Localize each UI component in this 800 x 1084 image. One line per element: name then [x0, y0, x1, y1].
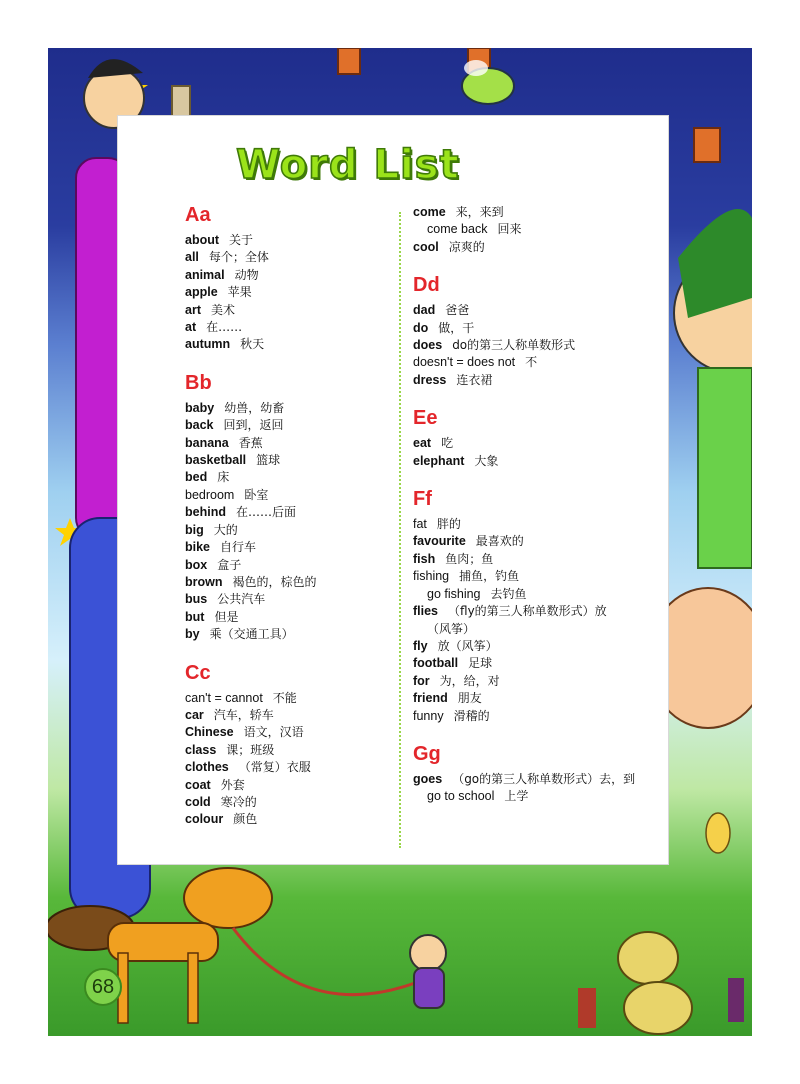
meaning: 床 [217, 470, 230, 485]
meaning: 寒冷的 [220, 794, 257, 809]
meaning: 语文，汉语 [243, 725, 304, 740]
word-entry [413, 533, 673, 550]
meaning: （go的第三人称单数形式）去，到 [452, 771, 636, 786]
meaning: 足球 [468, 656, 493, 671]
section-letter: Bb [185, 371, 212, 394]
meaning: 秋天 [240, 337, 265, 352]
word: apple [185, 285, 218, 300]
section-d [413, 275, 673, 389]
word: for [413, 673, 430, 688]
meaning: 篮球 [256, 453, 281, 468]
word: flies [413, 604, 439, 619]
meaning: 大的 [213, 522, 238, 537]
word: about [185, 233, 220, 247]
word: doesn't = does not [413, 355, 516, 370]
word-entry [185, 777, 395, 794]
word: all [185, 250, 199, 265]
meaning: 课；班级 [226, 742, 275, 757]
meaning: 幼兽，幼畜 [224, 400, 285, 415]
word-entry [185, 724, 395, 741]
word: elephant [413, 453, 465, 468]
word-entry [413, 551, 673, 568]
word: behind [185, 505, 226, 520]
section-c-continued [413, 204, 673, 256]
word-entry [413, 690, 673, 707]
meaning: 凉爽的 [448, 239, 485, 254]
meaning: 去钓鱼 [490, 586, 527, 601]
meaning: 连衣裙 [456, 372, 493, 387]
meaning: do的第三人称单数形式 [452, 338, 576, 353]
meaning: 汽车，轿车 [213, 707, 274, 722]
word: at [185, 320, 197, 335]
word: come back [427, 222, 488, 237]
section-a [185, 205, 395, 354]
word: dad [413, 303, 436, 318]
word-entry [185, 742, 395, 759]
word-entry [413, 708, 673, 725]
section-c [185, 663, 395, 829]
word-entry [185, 400, 395, 417]
word: animal [185, 267, 225, 282]
word: coat [185, 777, 211, 792]
meaning: 做，干 [438, 320, 475, 335]
word-entry [413, 239, 673, 256]
word: friend [413, 691, 448, 706]
word: banana [185, 435, 229, 450]
word-entry [413, 638, 673, 655]
meaning: （风筝） [427, 621, 476, 636]
word-entry [413, 673, 673, 690]
word: but [185, 609, 205, 624]
word: bike [185, 540, 211, 555]
word: fly [413, 638, 428, 653]
word-entry [413, 337, 673, 354]
word-entry [413, 621, 673, 638]
word: goes [413, 771, 443, 786]
word: eat [413, 436, 432, 451]
word: box [185, 557, 208, 572]
word: back [185, 418, 214, 433]
word-entry [413, 320, 673, 337]
word-entry [185, 435, 395, 452]
word-entry [185, 690, 395, 707]
word: colour [185, 812, 224, 827]
meaning: 动物 [234, 267, 259, 282]
word: go fishing [427, 586, 481, 601]
page-number: 68 [84, 968, 122, 1006]
word: do [413, 320, 429, 335]
section-e [413, 408, 673, 470]
meaning: 鱼肉；鱼 [445, 551, 494, 566]
meaning: 滑稽的 [453, 708, 490, 723]
word: by [185, 627, 200, 642]
word-entry [413, 435, 673, 452]
word: big [185, 522, 204, 537]
word: bus [185, 592, 208, 607]
meaning: （常复）衣服 [238, 760, 311, 775]
word: fish [413, 551, 436, 566]
meaning: 胖的 [436, 517, 461, 532]
word: art [185, 302, 201, 317]
section-letter: Aa [185, 204, 211, 226]
left-column [185, 205, 395, 829]
word-entry [185, 249, 395, 266]
section-g [413, 744, 673, 806]
word-entry [185, 267, 395, 284]
word: come [413, 205, 446, 219]
meaning: 公共汽车 [217, 592, 266, 607]
word-entry [185, 811, 395, 828]
meaning: 褐色的，棕色的 [232, 574, 317, 589]
word-entry [185, 452, 395, 469]
meaning: 每个；全体 [208, 250, 269, 265]
meaning: 为，给，对 [439, 673, 500, 688]
right-column [413, 204, 673, 806]
word: fishing [413, 569, 450, 584]
page-title: Word List [236, 142, 460, 188]
meaning: 外套 [220, 777, 245, 792]
word: cold [185, 794, 211, 809]
word: funny [413, 708, 444, 723]
section-letter: Ff [413, 488, 432, 511]
word: fat [413, 517, 427, 532]
word-entry [413, 516, 673, 533]
word-entry [185, 707, 395, 724]
column-divider [399, 212, 401, 848]
meaning: 卧室 [244, 487, 269, 502]
word-entry [413, 372, 673, 389]
meaning: 颜色 [233, 812, 258, 827]
word-entry [185, 794, 395, 811]
section-letter: Gg [413, 742, 441, 765]
word: autumn [185, 337, 231, 352]
meaning: 在……后面 [235, 505, 296, 520]
word-entry [185, 591, 395, 608]
word-entry [185, 336, 395, 353]
meaning: 来，来到 [455, 205, 504, 219]
meaning: 盒子 [217, 557, 242, 572]
word-entry [185, 284, 395, 301]
word: does [413, 338, 443, 353]
meaning: 朋友 [457, 691, 482, 706]
meaning: 自行车 [220, 540, 257, 555]
meaning: 在…… [206, 320, 243, 335]
word-entry [413, 655, 673, 672]
meaning: 香蕉 [238, 435, 263, 450]
section-f [413, 489, 673, 725]
word-entry [413, 568, 673, 585]
meaning: 乘（交通工具） [209, 627, 294, 642]
word: go to school [427, 789, 495, 804]
word: dress [413, 372, 447, 387]
word-entry [413, 204, 673, 221]
section-letter: Cc [185, 661, 211, 684]
meaning: 大象 [474, 453, 499, 468]
word-entry [185, 487, 395, 504]
meaning: 回来 [497, 222, 522, 237]
meaning: 回到，返回 [223, 418, 284, 433]
word: can't = cannot [185, 690, 263, 705]
word-entry [185, 759, 395, 776]
meaning: 美术 [210, 302, 235, 317]
word-entry [185, 469, 395, 486]
word: clothes [185, 760, 229, 775]
word-entry [413, 771, 673, 788]
word-entry [185, 302, 395, 319]
word-entry [413, 788, 673, 805]
word-entry [185, 232, 395, 249]
word: car [185, 707, 204, 722]
word: cool [413, 239, 439, 254]
word-entry [185, 557, 395, 574]
section-letter: Dd [413, 274, 440, 297]
word-entry [185, 522, 395, 539]
section-b [185, 373, 395, 644]
word: bed [185, 470, 208, 485]
meaning: 最喜欢的 [475, 534, 524, 549]
meaning: 不 [525, 355, 538, 370]
word-entry [185, 417, 395, 434]
word: favourite [413, 534, 466, 549]
word-entry [185, 319, 395, 336]
meaning: （fly的第三人称单数形式）放 [448, 604, 607, 619]
section-letter: Ee [413, 407, 438, 430]
meaning: 但是 [214, 609, 239, 624]
meaning: 苹果 [227, 285, 252, 300]
word: bedroom [185, 487, 235, 502]
word-entry [413, 221, 673, 238]
word: basketball [185, 453, 247, 468]
word-entry [413, 302, 673, 319]
word: football [413, 656, 459, 671]
word: class [185, 742, 217, 757]
word: brown [185, 574, 223, 589]
word: baby [185, 400, 215, 415]
word-entry [185, 626, 395, 643]
word-entry [185, 609, 395, 626]
meaning: 爸爸 [445, 303, 470, 318]
meaning: 上学 [504, 789, 529, 804]
word-entry [413, 603, 673, 620]
word-entry [413, 354, 673, 371]
word-entry [413, 453, 673, 470]
meaning: 放（风筝） [437, 638, 498, 653]
meaning: 吃 [441, 436, 454, 451]
word-entry [413, 586, 673, 603]
meaning: 不能 [272, 690, 297, 705]
word-entry [185, 574, 395, 591]
meaning: 关于 [229, 233, 254, 247]
word-entry [185, 539, 395, 556]
word: Chinese [185, 725, 234, 740]
word-entry [185, 504, 395, 521]
meaning: 捕鱼，钓鱼 [459, 569, 520, 584]
